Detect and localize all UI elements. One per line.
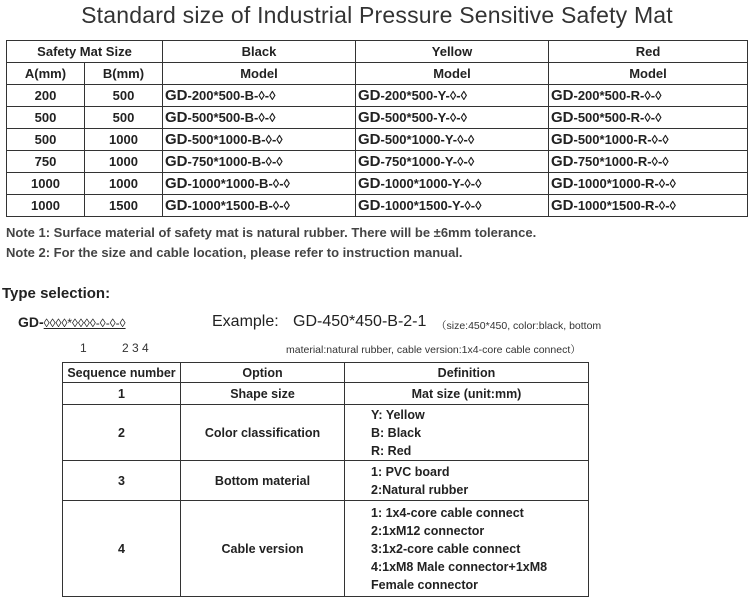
cell-b-mm: 1000: [85, 173, 163, 195]
header-color-red: Red: [549, 41, 748, 63]
cell-a-mm: 200: [7, 85, 85, 107]
definition-table-row: [63, 461, 589, 501]
example-description-line-2: material:natural rubber, cable version:1x4-core cable connect）: [286, 344, 581, 356]
sequence-marker-234: 2 3 4: [122, 341, 149, 355]
model-prefix: GD: [551, 153, 574, 170]
definition-line: R: Red: [371, 443, 412, 458]
cell-model: [356, 151, 549, 173]
cell-model: [163, 107, 356, 129]
header-a: A(mm): [7, 63, 85, 85]
model-suffix: -1000*1000-Y-◊-◊: [380, 176, 482, 191]
cell-b-mm: 500: [85, 85, 163, 107]
header-model-black: Model: [163, 63, 356, 85]
cell-a-mm: 500: [7, 129, 85, 151]
model-prefix: GD: [165, 87, 188, 104]
definition-table-row: [63, 383, 589, 405]
header-model-yellow: Model: [356, 63, 549, 85]
size-table: [6, 40, 748, 217]
cell-a-mm: 1000: [7, 195, 85, 217]
model-suffix: -500*500-Y-◊-◊: [380, 110, 468, 125]
cell-definition: [345, 405, 589, 461]
definition-table: [62, 362, 589, 597]
size-table-row: [7, 107, 748, 129]
cell-sequence-number: 2: [63, 405, 181, 461]
cell-model: [163, 129, 356, 151]
model-prefix: GD: [551, 175, 574, 192]
type-selection-heading: Type selection:: [2, 285, 111, 302]
model-prefix: GD: [551, 197, 574, 214]
example-code: GD-450*450-B-2-1: [293, 313, 427, 330]
model-prefix: GD: [165, 175, 188, 192]
cell-b-mm: 1500: [85, 195, 163, 217]
model-suffix: -500*500-B-◊-◊: [187, 110, 276, 125]
model-prefix: GD: [551, 87, 574, 104]
model-prefix: GD: [358, 153, 381, 170]
model-prefix: GD: [358, 197, 381, 214]
header-sequence-number: Sequence number: [63, 363, 181, 383]
model-suffix: -500*1000-B-◊-◊: [187, 132, 283, 147]
header-color-black: Black: [163, 41, 356, 63]
model-suffix: -750*1000-B-◊-◊: [187, 154, 283, 169]
model-suffix: -500*500-R-◊-◊: [573, 110, 662, 125]
definition-line: 1: 1x4-core cable connect: [371, 505, 524, 520]
model-suffix: -1000*1500-B-◊-◊: [187, 198, 290, 213]
header-b: B(mm): [85, 63, 163, 85]
cell-model: [549, 85, 748, 107]
definition-line: Mat size (unit:mm): [411, 386, 522, 401]
cell-model: [163, 173, 356, 195]
cell-b-mm: 500: [85, 107, 163, 129]
model-suffix: -750*1000-Y-◊-◊: [380, 154, 475, 169]
cell-sequence-number: 4: [63, 501, 181, 597]
model-prefix: GD: [358, 131, 381, 148]
cell-sequence-number: 3: [63, 461, 181, 501]
definition-line: 2:Natural rubber: [371, 482, 469, 497]
definition-line: Female connector: [371, 577, 478, 592]
model-suffix: -1000*1000-R-◊-◊: [573, 176, 676, 191]
definition-line: 1: PVC board: [371, 464, 450, 479]
header-safety-mat-size: Safety Mat Size: [7, 41, 163, 63]
cell-model: [163, 85, 356, 107]
cell-model: [549, 195, 748, 217]
model-prefix: GD: [358, 175, 381, 192]
cell-model: [163, 195, 356, 217]
cell-option: Bottom material: [181, 461, 345, 501]
model-prefix: GD: [165, 109, 188, 126]
model-prefix: GD: [165, 131, 188, 148]
size-table-subheader-row: [7, 63, 748, 85]
cell-model: [549, 129, 748, 151]
size-table-row: [7, 151, 748, 173]
cell-definition: [345, 383, 589, 405]
cell-option: Color classification: [181, 405, 345, 461]
cell-model: [356, 107, 549, 129]
size-table-row: [7, 173, 748, 195]
definition-table-row: [63, 501, 589, 597]
cell-model: [163, 151, 356, 173]
note-2: Note 2: For the size and cable location, please refer to instruction manual.: [6, 245, 463, 260]
sequence-marker-1: 1: [80, 341, 87, 355]
definition-table-row: [63, 405, 589, 461]
definition-line: 2:1xM12 connector: [371, 523, 485, 538]
cell-option: Shape size: [181, 383, 345, 405]
header-model-red: Model: [549, 63, 748, 85]
model-suffix: -500*1000-Y-◊-◊: [380, 132, 475, 147]
code-prefix: GD-: [18, 314, 44, 330]
cell-model: [356, 129, 549, 151]
note-1: Note 1: Surface material of safety mat is natural rubber. There will be ±6mm tolerance.: [6, 225, 537, 240]
cell-definition: [345, 461, 589, 501]
cell-a-mm: 1000: [7, 173, 85, 195]
size-table-row: [7, 195, 748, 217]
cell-definition: [345, 501, 589, 597]
cell-model: [356, 173, 549, 195]
header-option: Option: [181, 363, 345, 383]
model-suffix: -1000*1500-R-◊-◊: [573, 198, 676, 213]
cell-model: [356, 85, 549, 107]
size-table-header-row: [7, 41, 748, 63]
model-suffix: -200*500-R-◊-◊: [573, 88, 662, 103]
model-suffix: -200*500-B-◊-◊: [187, 88, 276, 103]
model-prefix: GD: [165, 153, 188, 170]
cell-model: [549, 173, 748, 195]
cell-option: Cable version: [181, 501, 345, 597]
model-prefix: GD: [551, 109, 574, 126]
model-suffix: -1000*1000-B-◊-◊: [187, 176, 290, 191]
header-color-yellow: Yellow: [356, 41, 549, 63]
definition-line: B: Black: [371, 425, 422, 440]
model-suffix: -200*500-Y-◊-◊: [380, 88, 468, 103]
model-prefix: GD: [358, 87, 381, 104]
example-description-line-1: （size:450*450, color:black, bottom: [436, 320, 602, 332]
cell-model: [356, 195, 549, 217]
cell-sequence-number: 1: [63, 383, 181, 405]
definition-table-header-row: [63, 363, 589, 383]
definition-line: Y: Yellow: [371, 407, 425, 422]
model-suffix: -500*1000-R-◊-◊: [573, 132, 669, 147]
cell-model: [549, 151, 748, 173]
code-digits: ◊◊◊◊*◊◊◊◊-◊-◊-◊: [43, 316, 126, 330]
page-title: Standard size of Industrial Pressure Sensitive Safety Mat: [81, 2, 673, 28]
cell-a-mm: 750: [7, 151, 85, 173]
cell-model: [549, 107, 748, 129]
size-table-row: [7, 85, 748, 107]
model-code-template: [18, 314, 126, 330]
example-label: Example:: [212, 313, 279, 330]
model-prefix: GD: [551, 131, 574, 148]
definition-line: 4:1xM8 Male connector+1xM8: [371, 559, 548, 574]
cell-b-mm: 1000: [85, 151, 163, 173]
definition-line: 3:1x2-core cable connect: [371, 541, 521, 556]
cell-b-mm: 1000: [85, 129, 163, 151]
header-definition: Definition: [345, 363, 589, 383]
model-suffix: -1000*1500-Y-◊-◊: [380, 198, 482, 213]
cell-a-mm: 500: [7, 107, 85, 129]
model-suffix: -750*1000-R-◊-◊: [573, 154, 669, 169]
model-prefix: GD: [358, 109, 381, 126]
model-prefix: GD: [165, 197, 188, 214]
size-table-row: [7, 129, 748, 151]
